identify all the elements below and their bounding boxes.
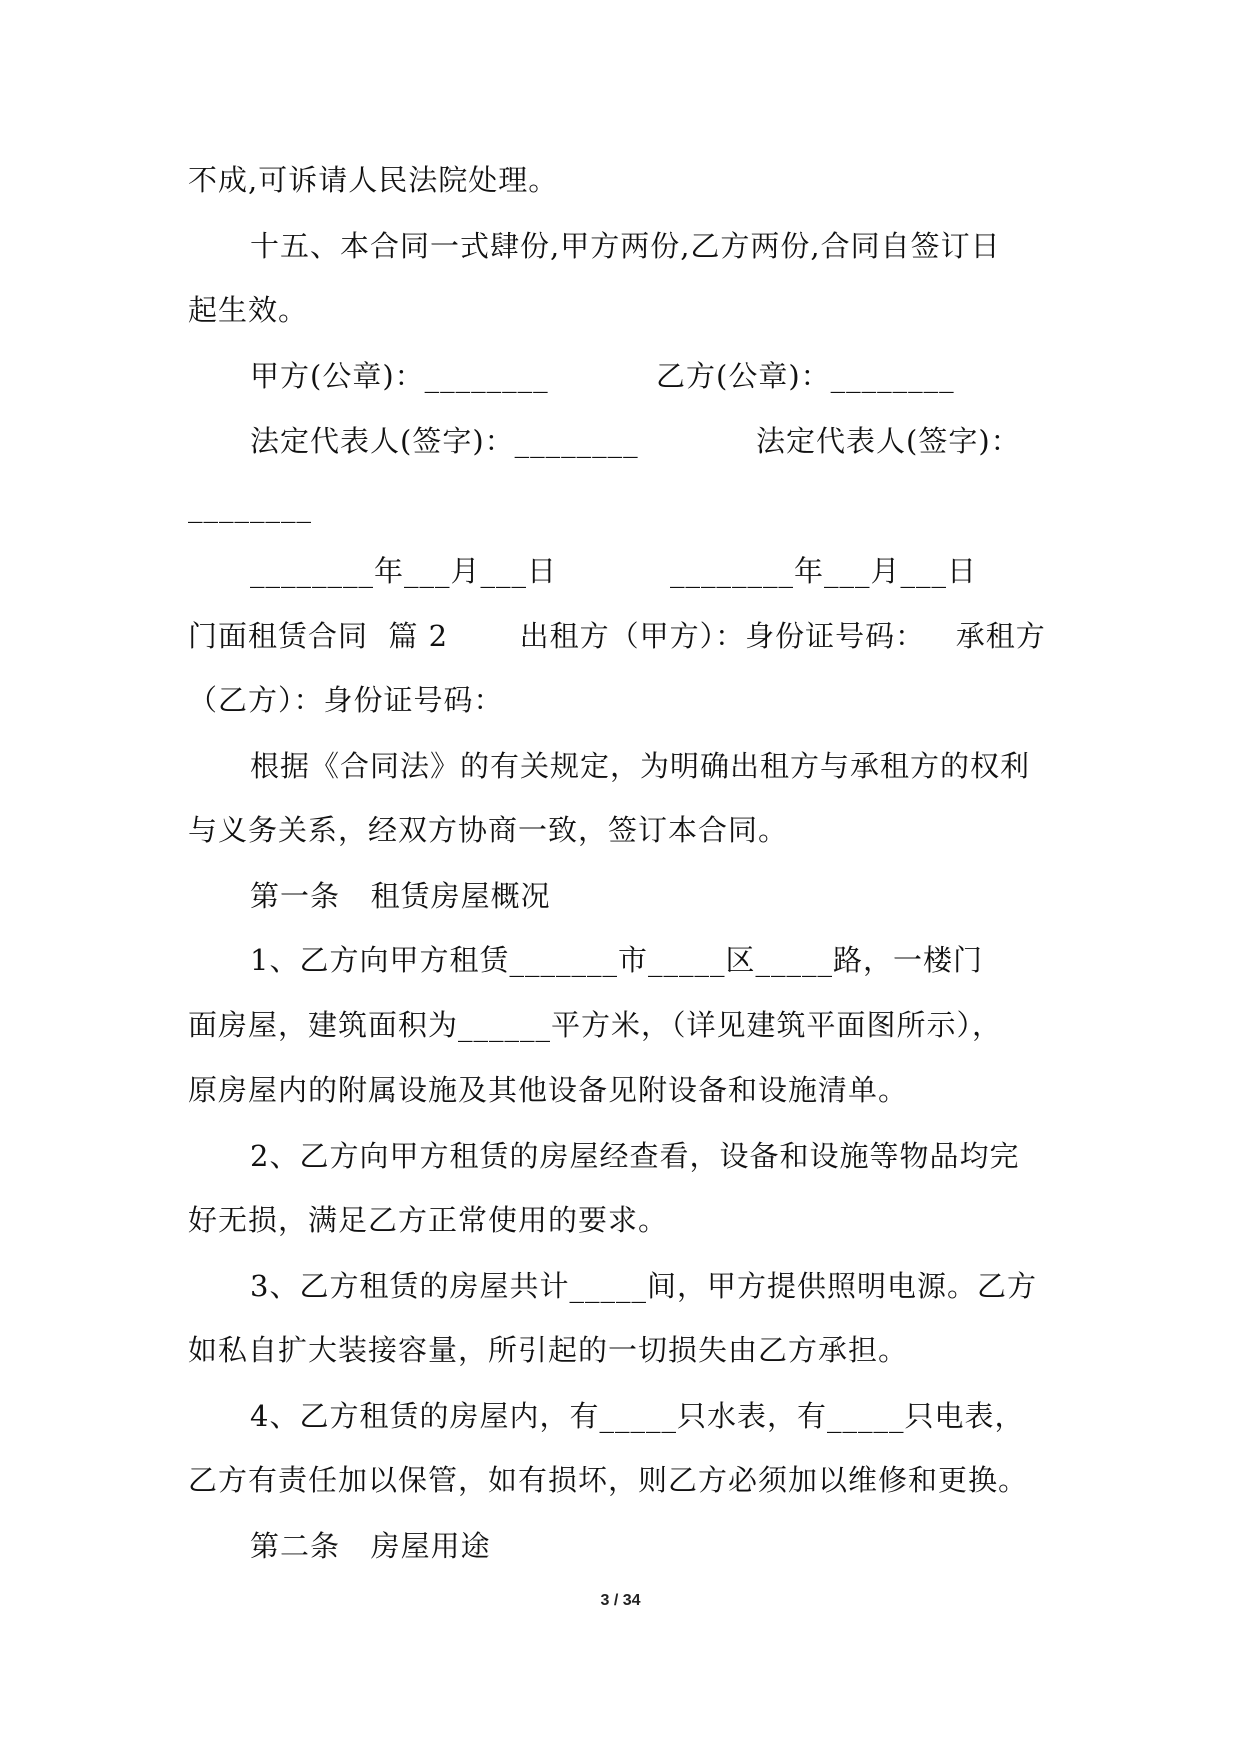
- signature-field-party-b: 乙方(公章)：________: [656, 359, 955, 393]
- text-line: 如私自扩大装接容量，所引起的一切损失由乙方承担。: [188, 1333, 909, 1367]
- signature-field-rep-b: 法定代表人(签字)：: [756, 424, 1021, 458]
- text-line: 起生效。: [188, 293, 309, 327]
- text-line: （乙方）：身份证号码：: [188, 683, 504, 717]
- text-line: 乙方有责任加以保管，如有损坏，则乙方必须加以维修和更换。: [188, 1463, 1029, 1497]
- text-line: 十五、本合同一式肆份,甲方两份,乙方两份,合同自签订日: [250, 229, 1001, 263]
- text-line: 4、乙方租赁的房屋内，有_____只水表，有_____只电表，: [250, 1399, 1025, 1433]
- signature-field-rep-b-blank: ________: [188, 489, 312, 523]
- text-line: 与义务关系，经双方协商一致，签订本合同。: [188, 813, 789, 847]
- signature-field-party-a: 甲方(公章)：________: [250, 359, 549, 393]
- date-field-a: ________年___月___日: [250, 554, 558, 588]
- signature-field-rep-a: 法定代表人(签字)：________: [250, 424, 639, 458]
- text-line: 3、乙方租赁的房屋共计_____间，甲方提供照明电源。乙方: [250, 1269, 1037, 1303]
- section-heading: 门面租赁合同 篇 2 出租方（甲方）：身份证号码： 承租方: [188, 619, 1046, 653]
- article-heading: 第二条 房屋用途: [250, 1529, 491, 1563]
- date-field-b: ________年___月___日: [670, 554, 978, 588]
- text-line: 不成,可诉请人民法院处理。: [188, 163, 559, 197]
- article-heading: 第一条 租赁房屋概况: [250, 879, 551, 913]
- text-line: 根据《合同法》的有关规定，为明确出租方与承租方的权利: [250, 749, 1031, 783]
- page-number: 3 / 34: [600, 1592, 641, 1609]
- text-line: 面房屋，建筑面积为______平方米，（详见建筑平面图所示），: [188, 1008, 1003, 1042]
- text-line: 原房屋内的附属设施及其他设备见附设备和设施清单。: [188, 1073, 909, 1107]
- text-line: 2、乙方向甲方租赁的房屋经查看，设备和设施等物品均完: [250, 1139, 1020, 1173]
- text-line: 好无损，满足乙方正常使用的要求。: [188, 1203, 669, 1237]
- text-line: 1、乙方向甲方租赁_______市_____区_____路，一楼门: [250, 943, 983, 977]
